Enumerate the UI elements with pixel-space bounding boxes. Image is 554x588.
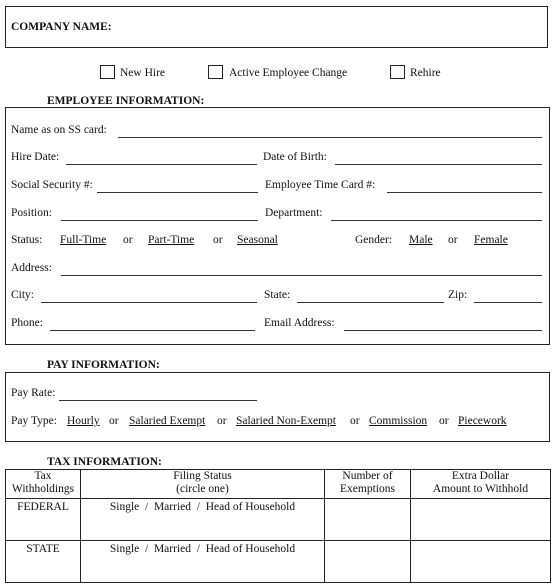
position-field[interactable]	[61, 220, 258, 221]
federal-extra-cell[interactable]	[411, 499, 551, 541]
commission-option[interactable]: Commission	[369, 415, 428, 427]
state-label: State:	[264, 289, 291, 301]
city-label: City:	[11, 289, 35, 301]
part-time-option[interactable]: Part-Time	[148, 234, 195, 246]
company-name-box	[5, 6, 548, 48]
position-label: Position:	[11, 207, 52, 219]
salaried-non-exempt-option[interactable]: Salaried Non-Exempt	[236, 415, 336, 427]
ssn-label: Social Security #:	[11, 179, 93, 191]
piecework-option[interactable]: Piecework	[458, 415, 507, 427]
col-extra-header: Extra Dollar Amount to Withhold	[411, 470, 551, 499]
time-card-label: Employee Time Card #:	[265, 179, 376, 191]
or-text: or	[448, 234, 458, 246]
tax-table	[5, 469, 551, 583]
employee-info-title: EMPLOYEE INFORMATION:	[47, 95, 205, 107]
state-extra-cell[interactable]	[411, 541, 551, 583]
col-exemptions-header: Number of Exemptions	[325, 470, 411, 499]
rehire-label: Rehire	[410, 67, 441, 79]
male-option[interactable]: Male	[409, 234, 433, 246]
pay-info-title: PAY INFORMATION:	[47, 359, 160, 371]
phone-field[interactable]	[50, 330, 255, 331]
or-text: or	[439, 415, 449, 427]
hourly-option[interactable]: Hourly	[67, 415, 100, 427]
pay-type-label: Pay Type:	[11, 415, 57, 427]
state-exemptions-cell[interactable]	[325, 541, 411, 583]
status-label: Status:	[11, 234, 43, 246]
email-label: Email Address:	[264, 317, 335, 329]
address-field[interactable]	[61, 275, 542, 276]
table-row	[6, 541, 551, 583]
pay-rate-label: Pay Rate:	[11, 387, 56, 399]
active-employee-change-label: Active Employee Change	[229, 67, 348, 79]
federal-label: FEDERAL	[6, 499, 81, 541]
hire-date-field[interactable]	[66, 164, 257, 165]
zip-label: Zip:	[448, 289, 468, 301]
new-hire-label: New Hire	[120, 67, 166, 79]
active-employee-change-checkbox[interactable]	[208, 65, 223, 79]
state-field[interactable]	[297, 302, 444, 303]
address-label: Address:	[11, 262, 52, 274]
federal-exemptions-cell[interactable]	[325, 499, 411, 541]
pay-rate-field[interactable]	[59, 400, 257, 401]
or-text: or	[217, 415, 227, 427]
salaried-exempt-option[interactable]: Salaried Exempt	[129, 415, 206, 427]
seasonal-option[interactable]: Seasonal	[237, 234, 278, 246]
pay-info-box	[5, 372, 550, 442]
female-option[interactable]: Female	[474, 234, 508, 246]
dob-label: Date of Birth:	[263, 151, 327, 163]
new-hire-checkbox[interactable]	[100, 65, 115, 79]
phone-label: Phone:	[11, 317, 43, 329]
state-filing-options[interactable]: Single / Married / Head of Household	[81, 541, 325, 583]
state-tax-label: STATE	[6, 541, 81, 583]
zip-field[interactable]	[474, 302, 542, 303]
or-text: or	[123, 234, 133, 246]
rehire-checkbox[interactable]	[390, 65, 405, 79]
tax-header-row	[6, 470, 551, 499]
city-field[interactable]	[41, 302, 257, 303]
employee-info-box	[5, 107, 550, 345]
name-ss-field[interactable]	[118, 137, 542, 138]
email-field[interactable]	[344, 330, 542, 331]
or-text: or	[350, 415, 360, 427]
col-withholdings-header: Tax Withholdings	[6, 470, 81, 499]
tax-info-title: TAX INFORMATION:	[47, 456, 162, 468]
ssn-field[interactable]	[97, 192, 258, 193]
department-field[interactable]	[331, 220, 542, 221]
name-ss-label: Name as on SS card:	[11, 124, 107, 136]
hire-date-label: Hire Date:	[11, 151, 60, 163]
or-text: or	[213, 234, 223, 246]
full-time-option[interactable]: Full-Time	[60, 234, 107, 246]
dob-field[interactable]	[335, 164, 542, 165]
gender-label: Gender:	[355, 234, 393, 246]
time-card-field[interactable]	[387, 192, 542, 193]
company-name-label: COMPANY NAME:	[11, 21, 112, 33]
col-filing-header: Filing Status (circle one)	[81, 470, 325, 499]
table-row	[6, 499, 551, 541]
or-text: or	[109, 415, 119, 427]
federal-filing-options[interactable]: Single / Married / Head of Household	[81, 499, 325, 541]
department-label: Department:	[265, 207, 323, 219]
